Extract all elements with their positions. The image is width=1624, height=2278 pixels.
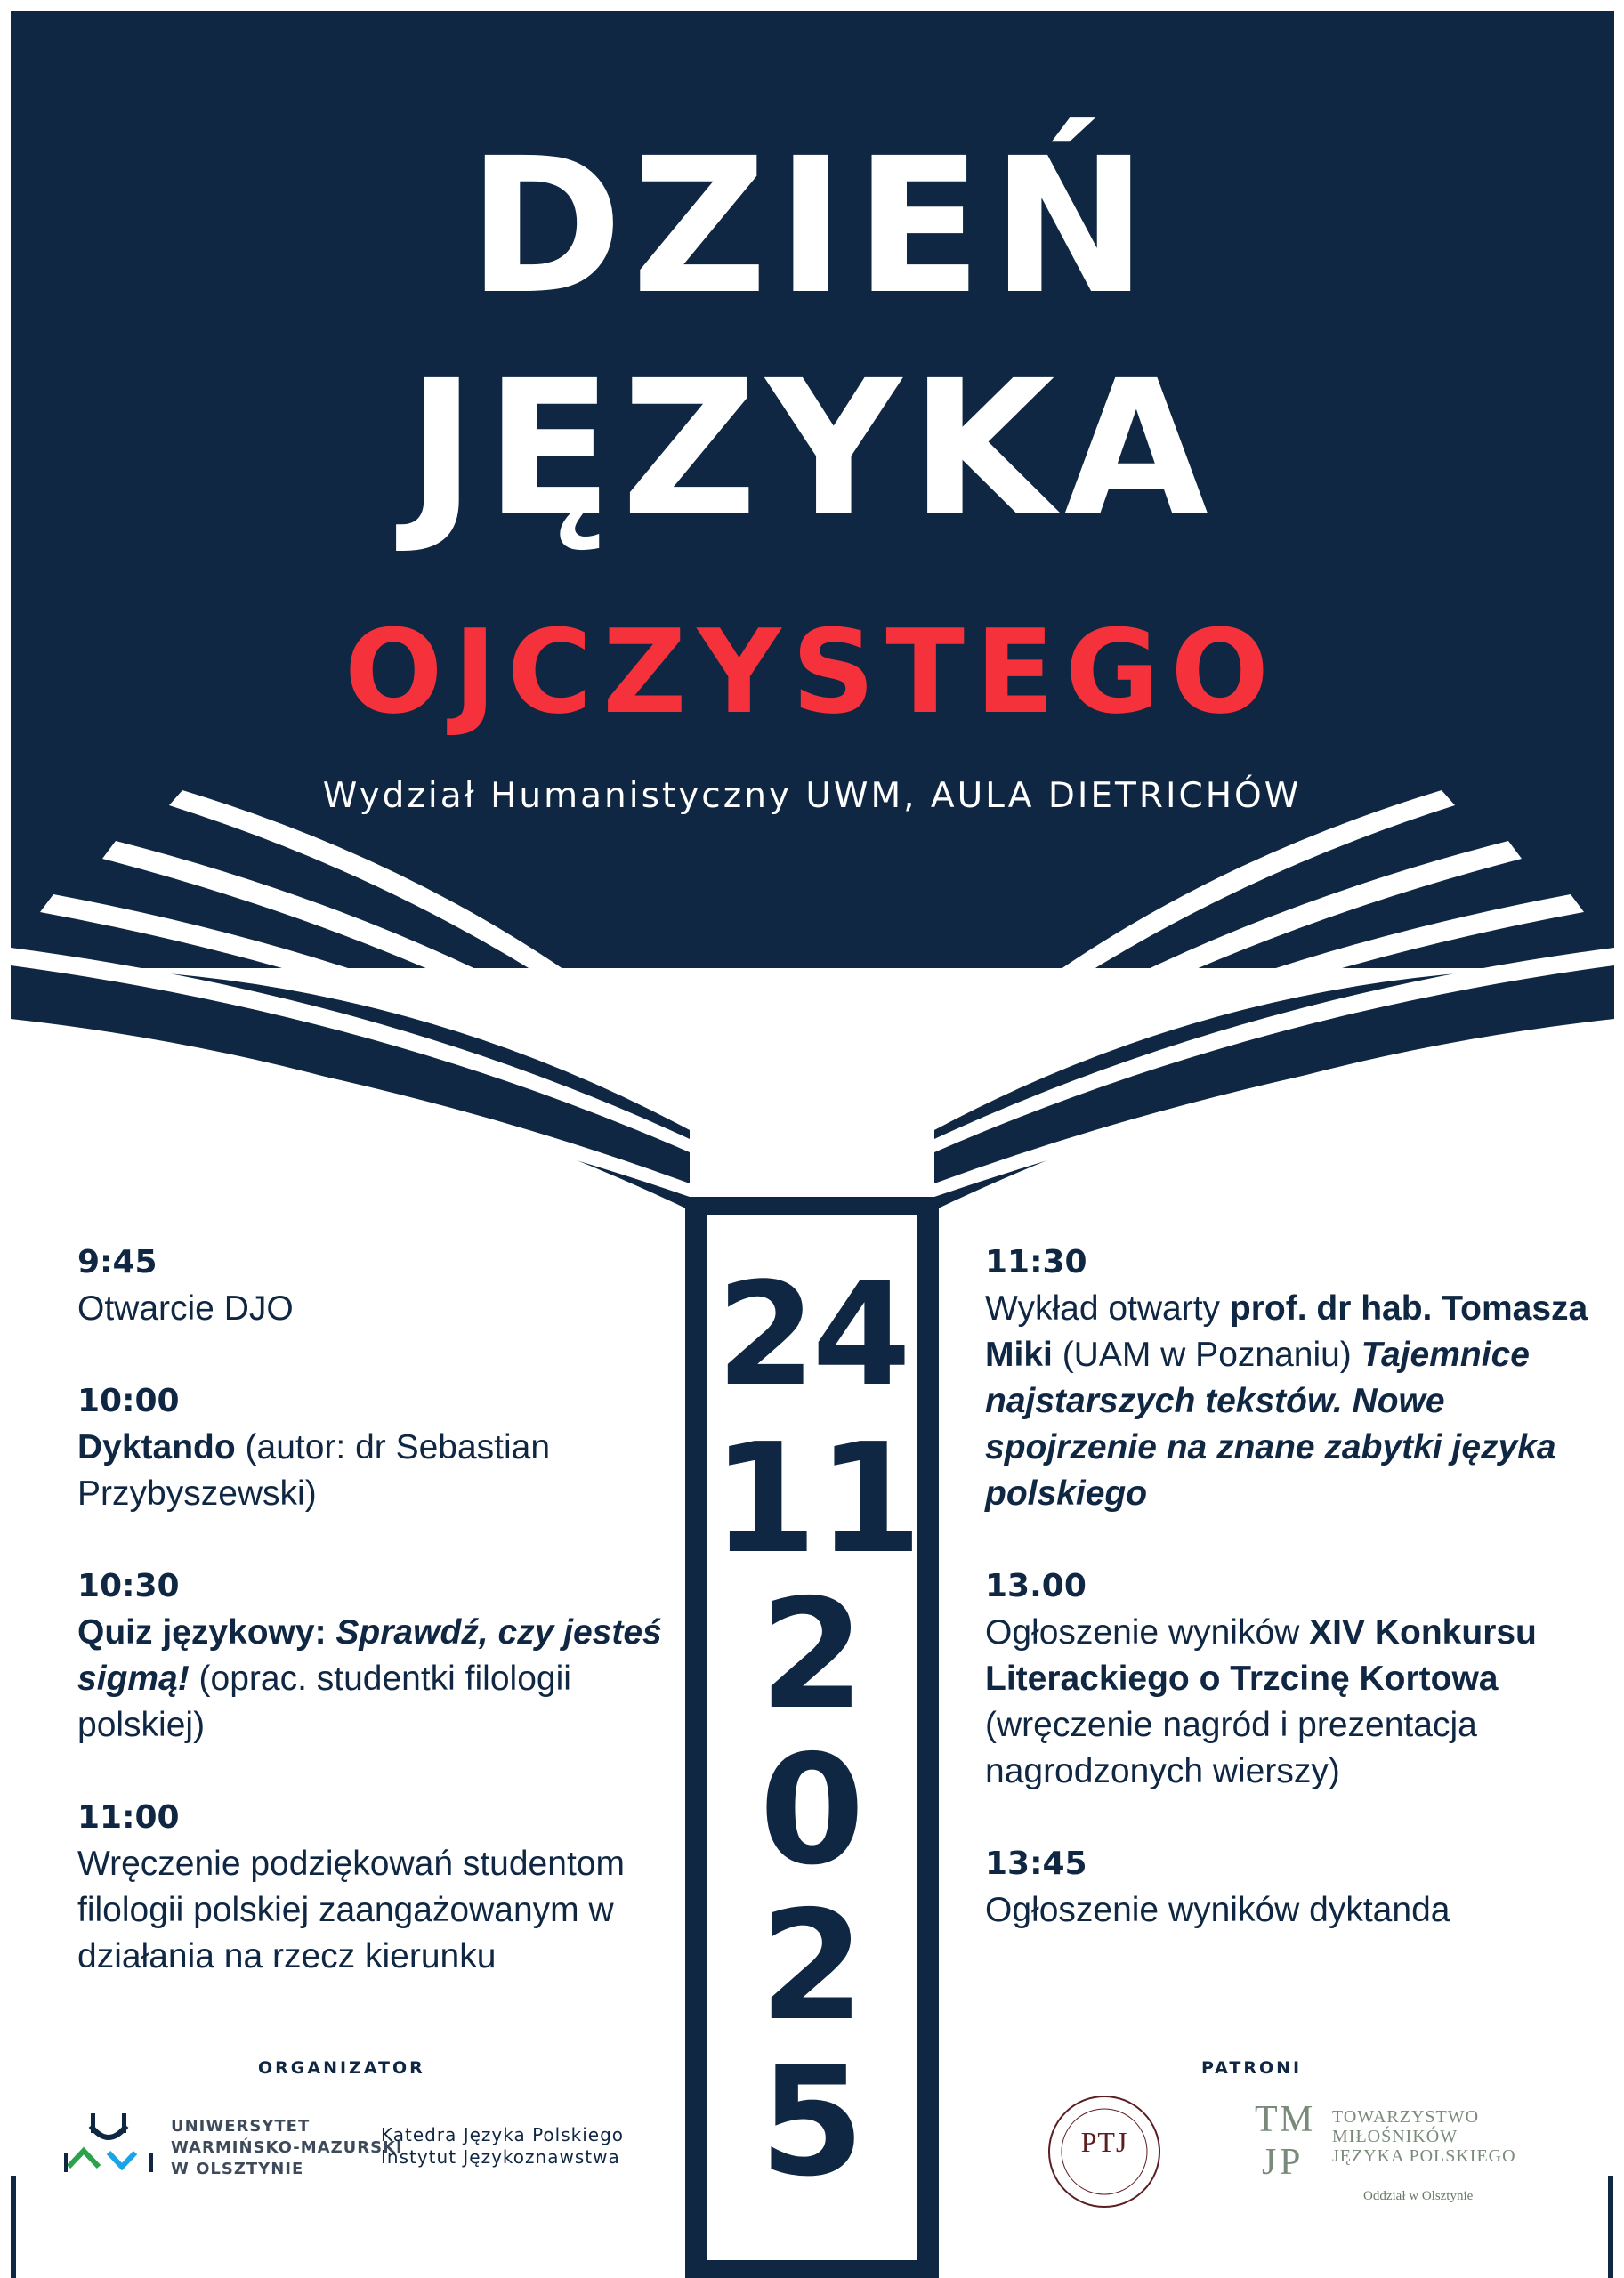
event-description (985, 1887, 1608, 1934)
schedule-right-column (985, 1240, 1608, 1980)
event-text: (oprac. studentki filologii polskiej) (77, 1660, 571, 1744)
schedule-event (985, 1841, 1608, 1934)
tmjp-branch: Oddział w Olsztynie (1363, 2189, 1474, 2203)
event-text: XIV Konkursu Literackiego o Trzcinę Kortowa (985, 1613, 1537, 1698)
event-text: (autor: dr Sebastian Przybyszewski) (77, 1428, 551, 1513)
corner-mark-left (11, 2176, 16, 2278)
uwm-name: UNIWERSYTET WARMIŃSKO-MAZURSKI W OLSZTYNIE (171, 2117, 403, 2178)
date-year-digit: 0 (759, 1723, 865, 1899)
svg-text:M: M (1280, 2099, 1313, 2140)
event-time: 10:00 (77, 1383, 180, 1419)
schedule-event (77, 1795, 700, 1980)
event-time: 13.00 (985, 1568, 1087, 1604)
corner-mark-right (1608, 2176, 1613, 2278)
event-text: Otwarcie DJO (77, 1289, 294, 1328)
title-line-1: DZIEŃ (467, 117, 1157, 335)
event-text: (wręczenie nagród i prezentacja nagrodzonych wierszy) (985, 1706, 1477, 1790)
tmjp-name: TOWARZYSTWO MIŁOŚNIKÓW JĘZYKA POLSKIEGO (1332, 2107, 1516, 2166)
schedule-left-column (77, 1240, 700, 2026)
event-text: (UAM w Poznaniu) (1052, 1336, 1361, 1374)
svg-text:P: P (1280, 2142, 1301, 2183)
event-description (77, 1610, 700, 1749)
title-line-3: OJCZYSTEGO (343, 604, 1280, 739)
event-time: 13:45 (985, 1846, 1087, 1882)
uwm-logo-icon (64, 2113, 153, 2185)
event-time: 11:30 (985, 1244, 1087, 1280)
svg-text:T: T (1255, 2099, 1278, 2140)
ptj-seal-text: PTJ (1080, 2126, 1128, 2158)
event-text: Dyktando (77, 1428, 236, 1466)
date-year-digit: 2 (759, 1878, 865, 2055)
organizer-label: ORGANIZATOR (258, 2058, 425, 2078)
event-time: 10:30 (77, 1568, 180, 1604)
event-text: prof. dr hab. Tomasza Miki (985, 1289, 1588, 1374)
event-time: 9:45 (77, 1244, 158, 1280)
schedule-event (77, 1240, 700, 1332)
event-text: Tajemnice najstarszych tekstów. Nowe spojrzenie na znane zabytki języka polskiego (985, 1336, 1556, 1513)
patrons-label: PATRONI (1201, 2058, 1303, 2078)
event-description (77, 1841, 700, 1980)
svg-text:J: J (1262, 2142, 1277, 2183)
schedule-event (985, 1240, 1608, 1517)
event-text: Sprawdź, czy jesteś sigmą! (77, 1613, 662, 1698)
schedule-event (985, 1563, 1608, 1795)
event-description (985, 1610, 1608, 1795)
event-text: Ogłoszenie wyników (985, 1613, 1310, 1652)
date-year-digit: 2 (759, 1567, 865, 1743)
schedule-event (77, 1563, 700, 1749)
event-text: Wykład otwarty (985, 1289, 1230, 1328)
event-description (985, 1286, 1608, 1517)
department-name: Katedra Języka Polskiego Instytut Językoznawstwa (381, 2124, 625, 2168)
event-description (77, 1425, 700, 1517)
event-time: 11:00 (77, 1799, 180, 1836)
title-line-2: JĘZYKA (406, 340, 1218, 558)
event-text: Wręczenie podziękowań studentom filologii polskiej zaangażowanym w działania na rzecz kierunku (77, 1845, 625, 1975)
event-text: Ogłoszenie wyników dyktanda (985, 1891, 1450, 1929)
date-year-digit: 5 (759, 2034, 865, 2210)
date-day: 24 (716, 1251, 908, 1418)
event-description (77, 1286, 700, 1332)
schedule-event (77, 1378, 700, 1517)
event-text: Quiz językowy: (77, 1613, 336, 1652)
tmjp-monogram-icon (1253, 2096, 1324, 2185)
venue-subtitle: Wydział Humanistyczny UWM, AULA DIETRICHÓW (322, 776, 1302, 816)
date-month: 11 (712, 1411, 923, 1587)
